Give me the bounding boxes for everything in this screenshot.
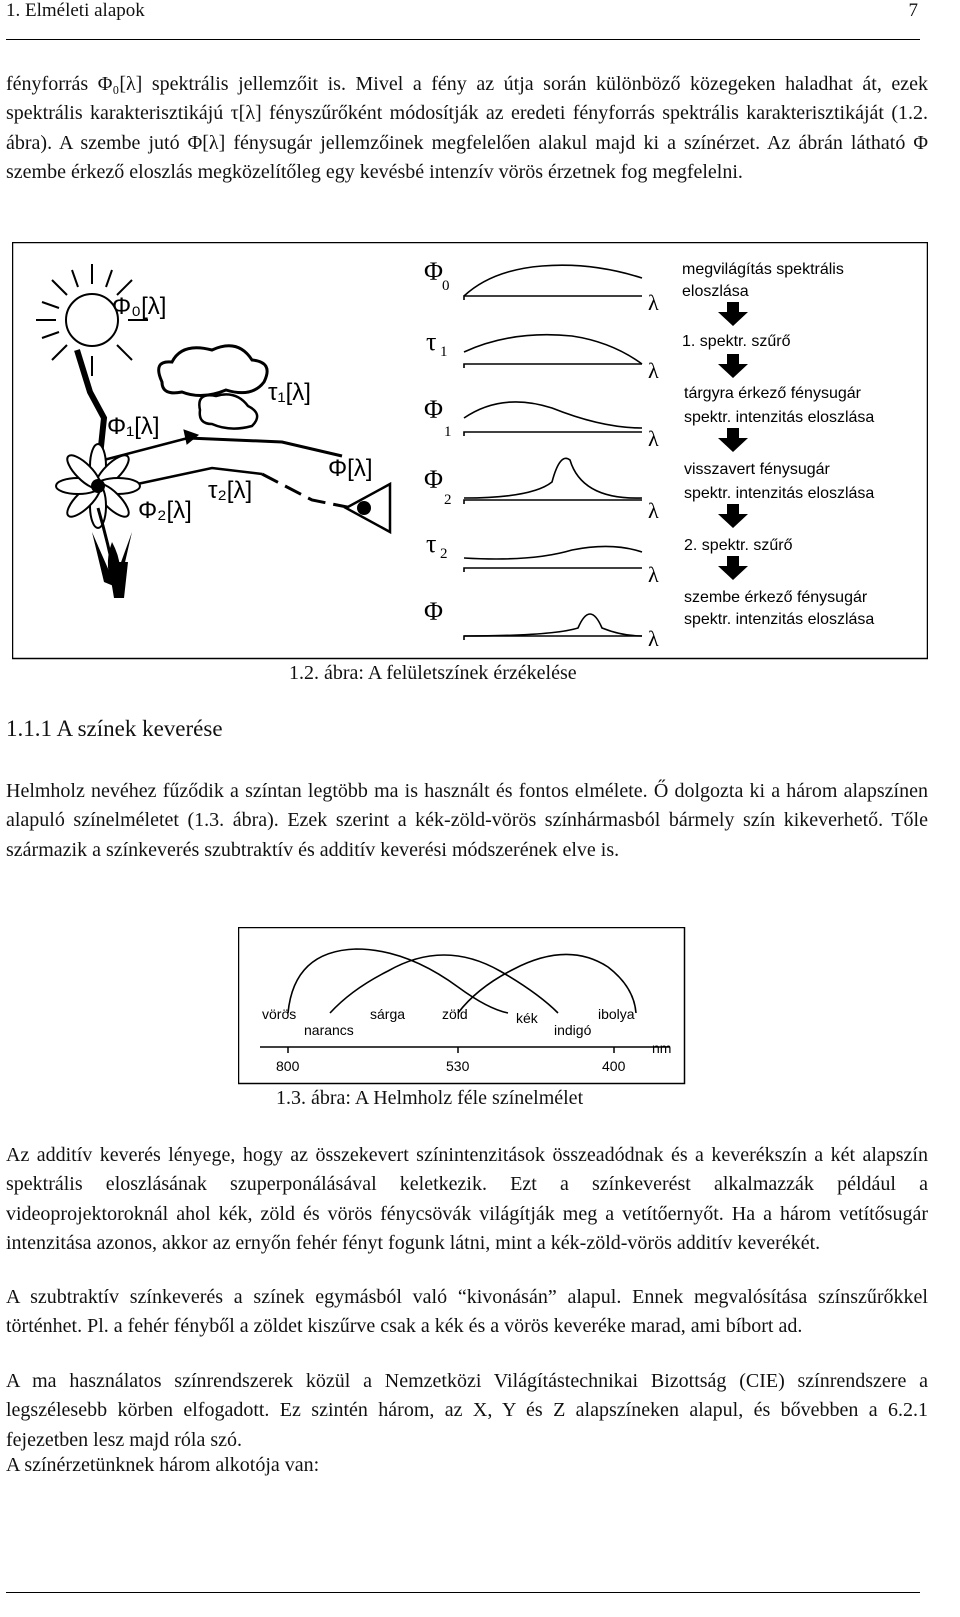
paragraph-intro: fényforrás Φ₀[λ] spektrális jellemzőit is. Mivel a fény az útja során különböző közegeken haladhat át, ezek spektrális karakterisztikájú τ[λ] fényszűrőként módosítják az eredeti fényforrás spektrális karakterisztikáját (1.2. ábra). A szembe jutó Φ[λ] fénysugár jellemzőinek megfelelően alakul majd ki a színérzet. Az ábrán látható Φ szembe érkező eloszlás megközelítőleg egy kevésbé intenzív vörös érzetnek fog megfelelni. [6,73,928,183]
label-yellow: sárga [370,1006,406,1022]
row-subscript: 2 [444,492,452,508]
header-rule [6,39,920,40]
row-subscript: 2 [440,546,448,562]
paragraph-additive: Az additív keverés lényege, hogy az összekevert színintenzitások összeadódnak és a keverékszín a két alapszín spektrális eloszlásának szuperponálásával keletkezik. Ezt a színkeverést alkalmazzák például a videoprojektoroknál ahol kék, zöld és vörös fénycsövák világítják meg a vetítőernyőt. Ha a három vetítősugár intenzitása azonos, akkor az ernyőn fehér fényt fogunk látni, mint a kék-zöld-vörös additív keverékét. [6,1144,928,1254]
row-symbol: Φ [424,395,444,424]
step-3-line-2: spektr. intenzitás eloszlása [684,409,875,426]
label-orange: narancs [304,1022,354,1038]
label-violet: ibolya [598,1006,635,1022]
step-1-line-1: megvilágítás spektrális [682,261,844,278]
step-4-line-1: visszavert fénysugár [684,461,830,478]
step-6-line-2: spektr. intenzitás eloszlása [684,611,875,628]
label-tau2: τ₂[λ] [208,477,253,504]
page-number: 7 [908,0,918,21]
row-subscript: 1 [440,344,448,360]
row-subscript: 0 [442,278,450,294]
label-phi1: Φ₁[λ] [107,413,160,440]
section-heading: 1.1.1 A színek keverése [6,716,223,741]
label-indigo: indigó [554,1022,592,1038]
figure-1-2 [12,242,928,660]
sun-icon [36,264,148,376]
paragraph-subtractive: A szubtraktív színkeverés a színek egymásból való “kivonásán” alapul. Ennek megvalósítása színszűrőkkel történhet. Pl. a fehér fényből a zöldet kiszűrve csak a kék és a vörös keveréke marad, ami bíbort ad. [6,1286,928,1338]
figure-1-3 [238,927,686,1085]
label-tau1: τ₁[λ] [268,379,311,406]
row-axis: λ [648,426,659,451]
step-1-line-2: eloszlása [682,283,749,300]
label-blue: kék [516,1010,538,1026]
figure-1-3-caption: 1.3. ábra: A Helmholz féle színelmélet [276,1087,584,1109]
page-header [6,0,928,32]
label-phi: Φ[λ] [328,455,373,482]
row-axis: λ [648,498,659,523]
step-2-line-1: 1. spektr. szűrő [682,333,791,350]
tick-800: 800 [276,1058,300,1074]
tick-530: 530 [446,1058,470,1074]
row-symbol: Φ [424,597,444,626]
tick-400: 400 [602,1058,626,1074]
row-axis: λ [648,290,659,315]
step-6-line-1: szembe érkező fénysugár [684,589,868,606]
paragraph-cie: A ma használatos színrendszerek közül a Nemzetközi Világítástechnikai Bizottság (CIE) színrendszere a legszélesebb körben elfogadott. Ez szintén három, az X, Y és Z alapszíneken alapul, és bővebben a 6.2.1 fejezetben lesz majd róla szó. [6,1370,928,1451]
label-red: vörös [262,1006,297,1022]
label-phi2: Φ₂[λ] [138,497,192,524]
figure-1-2-caption: 1.2. ábra: A felületszínek érzékelése [289,662,577,684]
step-4-line-2: spektr. intenzitás eloszlása [684,485,875,502]
chapter-title: 1. Elméleti alapok [6,0,145,21]
row-symbol: Φ [424,465,444,494]
unit-label: nm [652,1040,672,1056]
step-3-line-1: tárgyra érkező fénysugár [684,385,861,402]
paragraph-components: A színérzetünknek három alkotója van: [6,1454,320,1476]
row-symbol: τ [426,529,437,558]
row-axis: λ [648,358,659,383]
row-axis: λ [648,626,659,651]
row-subscript: 1 [444,424,452,440]
row-symbol: Φ [424,257,444,286]
label-phi0: Φ₀[λ] [112,293,167,320]
step-5-line-1: 2. spektr. szűrő [684,537,793,554]
row-axis: λ [648,562,659,587]
label-green: zöld [442,1006,468,1022]
paragraph-helmholz: Helmholz nevéhez fűződik a színtan legtöbb ma is használt és fontos elmélete. Ő dolgozta ki a három alapszínen alapuló színelméletet (1.3. ábra). Ezek szerint a kék-zöld-vörös színhármasból bármely szín kikeverhető. Tőle származik a színkeverés szubtraktív és additív keverési módszerének elve is. [6,780,928,861]
footer-rule [6,1592,920,1593]
row-symbol: τ [426,327,437,356]
